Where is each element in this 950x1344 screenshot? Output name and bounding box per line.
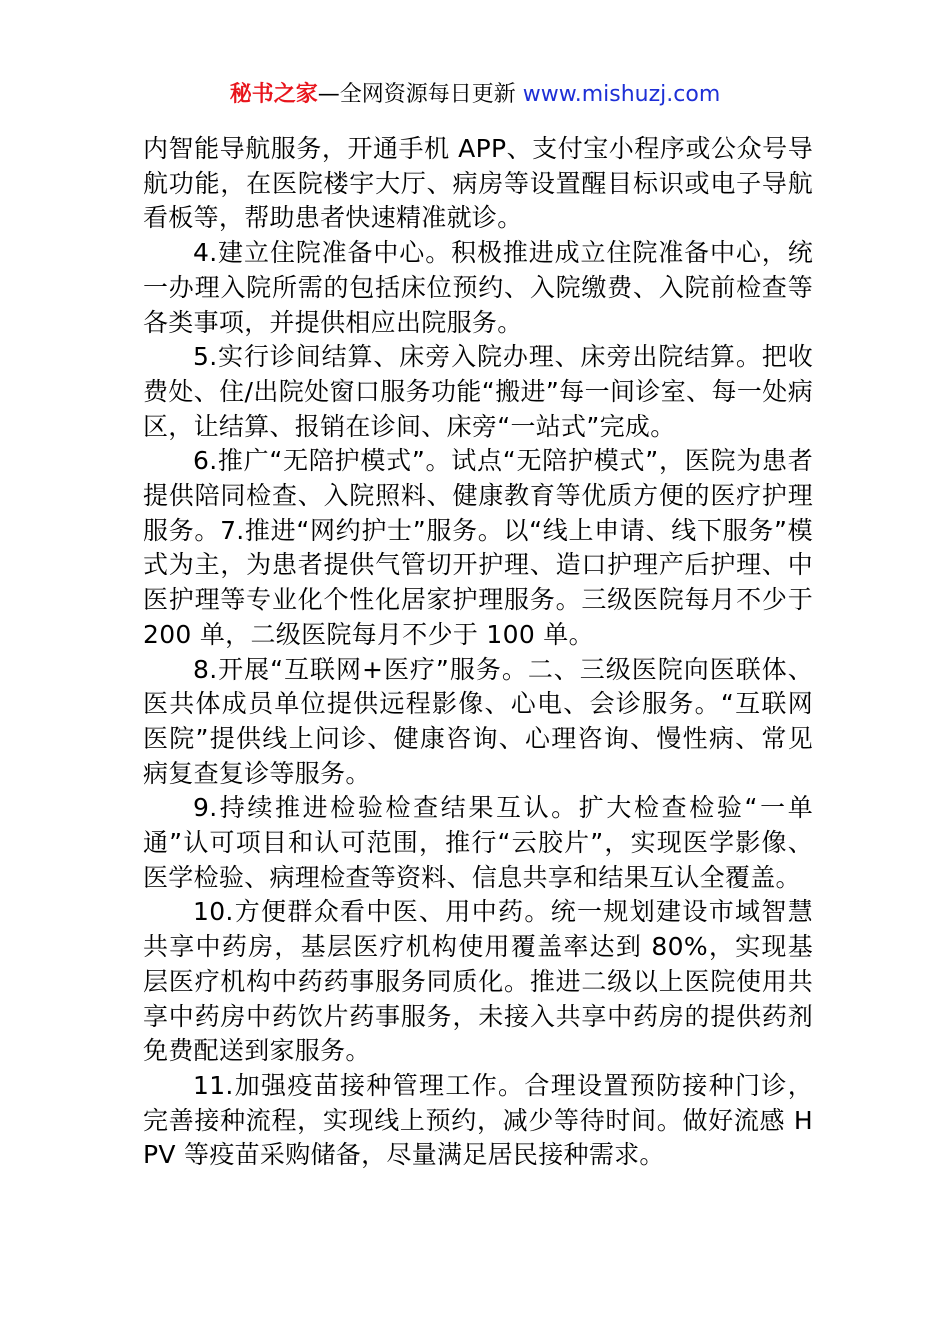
paragraph-item-8: 8.开展“互联网+医疗”服务。二、三级医院向医联体、医共体成员单位提供远程影像、心电、会诊服务。“互联网医院”提供线上问诊、健康咨询、心理咨询、慢性病、常见病复查复诊等服务。 (143, 654, 813, 788)
document-body (143, 132, 813, 1173)
paragraph-item-9: 9.持续推进检验检查结果互认。扩大检查检验“一单通”认可项目和认可范围，推行“云胶片”，实现医学影像、医学检验、病理检查等资料、信息共享和结果互认全覆盖。 (143, 793, 813, 892)
site-tagline: —全网资源每日更新 (317, 82, 523, 107)
site-brand: 秘书之家 (229, 82, 318, 107)
paragraph-continued: 内智能导航服务，开通手机 APP、支付宝小程序或公众号导航功能，在医院楼宇大厅、病房等设置醒目标识或电子导航看板等，帮助患者快速精准就诊。 (143, 134, 813, 233)
site-header (0, 80, 950, 110)
paragraph-item-10: 10.方便群众看中医、用中药。统一规划建设市域智慧共享中药房，基层医疗机构使用覆盖率达到 80%，实现基层医疗机构中药药事服务同质化。推进二级以上医院使用共享中药房中药饮片药事服务，未接入共享中药房的提供药剂免费配送到家服务。 (143, 897, 813, 1066)
site-url-link[interactable]: www.mishuzj.com (522, 82, 721, 107)
paragraph-item-6-7: 6.推广“无陪护模式”。试点“无陪护模式”，医院为患者提供陪同检查、入院照料、健康教育等优质方便的医疗护理服务。7.推进“网约护士”服务。以“线上申请、线下服务”模式为主，为患者提供气管切开护理、造口护理产后护理、中医护理等专业化个性化居家护理服务。三级医院每月不少于 200 单，二级医院每月不少于 100 单。 (143, 446, 813, 649)
paragraph-item-5: 5.实行诊间结算、床旁入院办理、床旁出院结算。把收费处、住/出院处窗口服务功能“搬进”每一间诊室、每一处病区，让结算、报销在诊间、床旁“一站式”完成。 (143, 342, 813, 441)
paragraph-item-4: 4.建立住院准备中心。积极推进成立住院准备中心，统一办理入院所需的包括床位预约、入院缴费、入院前检查等各类事项，并提供相应出院服务。 (143, 238, 813, 337)
paragraph-item-11: 11.加强疫苗接种管理工作。合理设置预防接种门诊，完善接种流程，实现线上预约，减少等待时间。做好流感 HPV 等疫苗采购储备，尽量满足居民接种需求。 (143, 1070, 813, 1170)
